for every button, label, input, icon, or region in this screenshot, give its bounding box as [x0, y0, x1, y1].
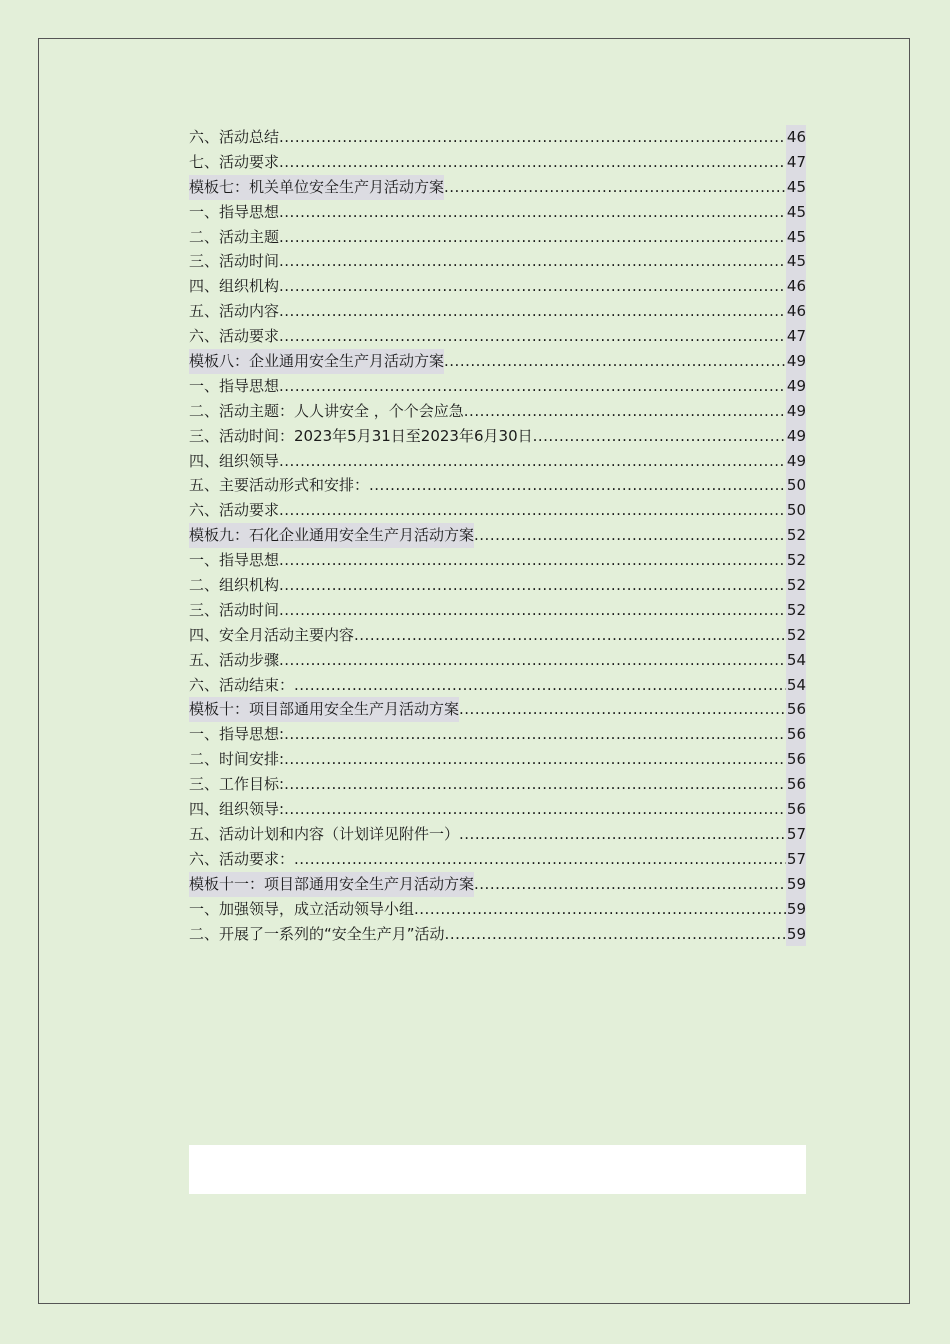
toc-leader-dots	[284, 747, 786, 772]
toc-entry-label: 五、活动计划和内容（计划详见附件一）	[189, 824, 460, 843]
toc-entry[interactable]	[189, 473, 806, 498]
toc-leader-dots	[284, 797, 786, 822]
toc-leader-dots	[414, 897, 786, 922]
toc-page-number: 52	[786, 548, 806, 573]
toc-page-number: 46	[786, 299, 806, 324]
toc-entry[interactable]	[189, 623, 806, 648]
toc-page-number: 46	[786, 274, 806, 299]
toc-leader-dots	[279, 274, 786, 299]
toc-page-number: 57	[786, 847, 806, 872]
toc-leader-dots	[279, 225, 786, 250]
toc-entry-label: 四、组织机构	[189, 277, 280, 296]
toc-page-number: 46	[786, 125, 806, 150]
toc-entry[interactable]	[189, 922, 806, 947]
toc-page-number: 57	[786, 822, 806, 847]
toc-entry[interactable]	[189, 548, 806, 573]
toc-page-number: 56	[786, 697, 806, 722]
toc-entry-label: 二、组织机构	[189, 576, 280, 595]
toc-entry-label: 三、活动时间：2023年5月31日至2023年6月30日	[189, 426, 533, 445]
toc-entry[interactable]	[189, 399, 806, 424]
toc-page-number: 54	[786, 673, 806, 698]
toc-page-number: 52	[786, 573, 806, 598]
toc-entry-label: 模板十一：项目部通用安全生产月活动方案	[189, 872, 474, 897]
toc-entry[interactable]	[189, 648, 806, 673]
toc-page-number: 52	[786, 598, 806, 623]
toc-section-heading[interactable]	[189, 697, 806, 722]
table-of-contents	[189, 125, 806, 946]
toc-page-number: 59	[786, 922, 806, 947]
toc-page-number: 50	[786, 498, 806, 523]
toc-leader-dots	[279, 573, 786, 598]
toc-entry[interactable]	[189, 722, 806, 747]
toc-page-number: 59	[786, 872, 806, 897]
toc-entry-label: 五、活动内容	[189, 302, 280, 321]
toc-entry-label: 二、开展了一系列的“安全生产月”活动	[189, 924, 445, 943]
toc-leader-dots	[445, 922, 786, 947]
toc-leader-dots	[279, 648, 786, 673]
toc-page-number: 49	[786, 399, 806, 424]
toc-entry[interactable]	[189, 498, 806, 523]
toc-entry-label: 六、活动要求	[189, 327, 280, 346]
toc-page-number: 49	[786, 349, 806, 374]
toc-entry[interactable]	[189, 897, 806, 922]
toc-leader-dots	[279, 299, 786, 324]
toc-entry-label: 六、活动结束：	[189, 675, 295, 694]
toc-entry[interactable]	[189, 200, 806, 225]
toc-leader-dots	[284, 722, 786, 747]
toc-entry[interactable]	[189, 249, 806, 274]
toc-entry-label: 六、活动要求：	[189, 849, 295, 868]
toc-entry[interactable]	[189, 747, 806, 772]
toc-page-number: 45	[786, 249, 806, 274]
toc-leader-dots	[279, 598, 786, 623]
toc-leader-dots	[279, 150, 786, 175]
toc-page-number: 47	[786, 324, 806, 349]
toc-leader-dots	[294, 673, 786, 698]
toc-leader-dots	[284, 772, 786, 797]
toc-entry[interactable]	[189, 424, 806, 449]
toc-entry[interactable]	[189, 772, 806, 797]
toc-page-number: 50	[786, 473, 806, 498]
toc-leader-dots	[464, 399, 786, 424]
toc-entry-label: 三、活动时间	[189, 252, 280, 271]
toc-entry-label: 模板七：机关单位安全生产月活动方案	[189, 175, 444, 200]
toc-entry-label: 模板九：石化企业通用安全生产月活动方案	[189, 523, 474, 548]
toc-page-number: 56	[786, 747, 806, 772]
toc-leader-dots	[444, 175, 786, 200]
toc-leader-dots	[474, 872, 786, 897]
toc-entry-label: 二、活动主题：人人讲安全 ，个个会应急	[189, 401, 464, 420]
toc-leader-dots	[459, 697, 786, 722]
toc-entry-label: 四、组织领导:	[189, 800, 285, 819]
toc-leader-dots	[459, 822, 786, 847]
toc-entry[interactable]	[189, 573, 806, 598]
toc-leader-dots	[279, 449, 786, 474]
toc-entry-label: 模板八：企业通用安全生产月活动方案	[189, 349, 444, 374]
toc-entry-label: 七、活动要求	[189, 152, 280, 171]
toc-entry[interactable]	[189, 150, 806, 175]
toc-page-number: 56	[786, 797, 806, 822]
toc-entry[interactable]	[189, 324, 806, 349]
toc-entry-label: 一、指导思想	[189, 376, 280, 395]
toc-page-number: 47	[786, 150, 806, 175]
toc-entry-label: 四、组织领导	[189, 451, 280, 470]
toc-section-heading[interactable]	[189, 523, 806, 548]
toc-entry-label: 三、工作目标:	[189, 775, 285, 794]
toc-entry-label: 五、活动步骤	[189, 650, 280, 669]
toc-leader-dots	[294, 847, 786, 872]
toc-page-number: 54	[786, 648, 806, 673]
toc-entry-label: 六、活动要求	[189, 501, 280, 520]
toc-entry[interactable]	[189, 225, 806, 250]
toc-entry[interactable]	[189, 847, 806, 872]
toc-entry-label: 四、安全月活动主要内容	[189, 625, 355, 644]
toc-entry[interactable]	[189, 274, 806, 299]
toc-entry-label: 一、加强领导，成立活动领导小组	[189, 899, 415, 918]
toc-entry[interactable]	[189, 299, 806, 324]
toc-entry[interactable]	[189, 822, 806, 847]
toc-leader-dots	[279, 374, 786, 399]
toc-entry-label: 一、指导思想:	[189, 725, 285, 744]
toc-page-number: 49	[786, 374, 806, 399]
toc-entry-label: 六、活动总结	[189, 128, 280, 146]
toc-entry-label: 二、活动主题	[189, 227, 280, 246]
toc-page-number: 45	[786, 200, 806, 225]
toc-leader-dots	[533, 424, 786, 449]
toc-page-number: 52	[786, 623, 806, 648]
toc-leader-dots	[279, 548, 786, 573]
toc-page-number: 45	[786, 175, 806, 200]
toc-entry[interactable]	[189, 449, 806, 474]
toc-section-heading[interactable]	[189, 872, 806, 897]
toc-entry[interactable]	[189, 125, 806, 150]
toc-leader-dots	[279, 324, 786, 349]
toc-entry-label: 模板十：项目部通用安全生产月活动方案	[189, 697, 459, 722]
toc-page-number: 56	[786, 722, 806, 747]
toc-leader-dots	[279, 498, 786, 523]
toc-page-number: 45	[786, 225, 806, 250]
toc-leader-dots	[369, 473, 786, 498]
toc-page-number: 59	[786, 897, 806, 922]
toc-leader-dots	[279, 125, 786, 150]
toc-page-number: 52	[786, 523, 806, 548]
toc-entry[interactable]	[189, 598, 806, 623]
toc-entry-label: 五、主要活动形式和安排：	[189, 476, 370, 495]
toc-entry-label: 一、指导思想	[189, 551, 280, 570]
toc-leader-dots	[279, 249, 786, 274]
toc-entry[interactable]	[189, 374, 806, 399]
toc-page-number: 49	[786, 449, 806, 474]
toc-entry[interactable]	[189, 673, 806, 698]
toc-leader-dots	[279, 200, 786, 225]
toc-entry-label: 一、指导思想	[189, 202, 280, 221]
toc-leader-dots	[474, 523, 786, 548]
toc-page-number: 56	[786, 772, 806, 797]
toc-leader-dots	[354, 623, 786, 648]
toc-entry-label: 三、活动时间	[189, 600, 280, 619]
footer-blank-box	[189, 1145, 806, 1194]
toc-entry-label: 二、时间安排:	[189, 750, 285, 769]
toc-leader-dots	[444, 349, 786, 374]
toc-section-heading[interactable]	[189, 349, 806, 374]
toc-section-heading[interactable]	[189, 175, 806, 200]
toc-entry[interactable]	[189, 797, 806, 822]
toc-page-number: 49	[786, 424, 806, 449]
